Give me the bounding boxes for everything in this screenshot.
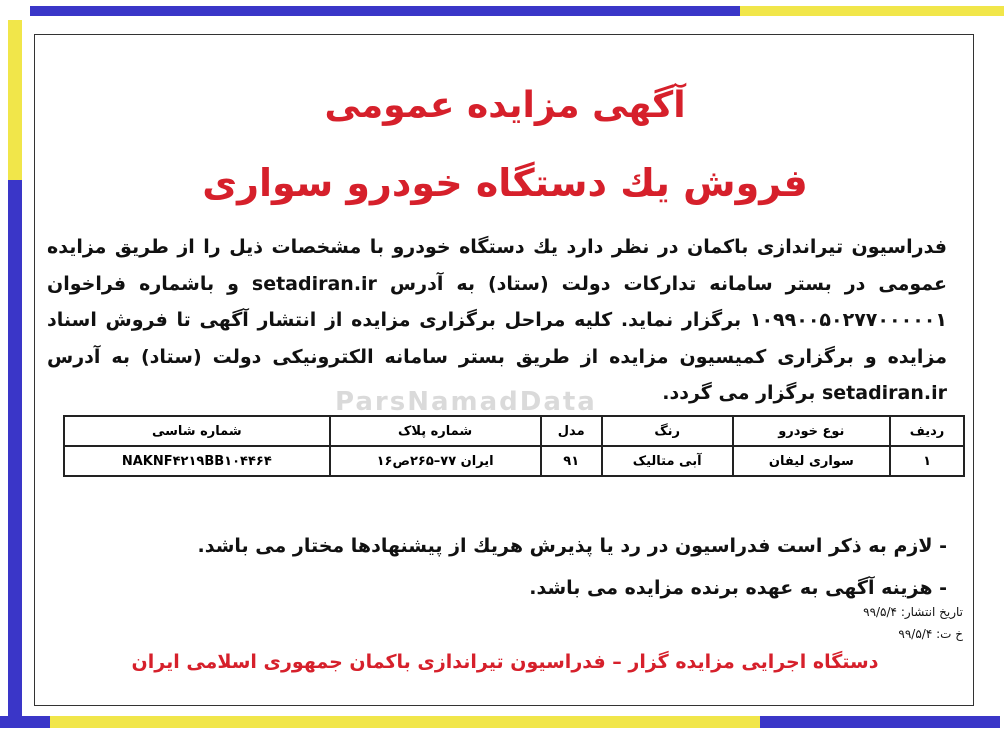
ad-panel [34,34,974,706]
border-bottom-blue-right [760,716,1000,728]
border-bottom-yellow [50,716,760,728]
note-rejection-right: - لازم به ذکر است فدراسیون در رد یا پذیرش هریك از پیشنهادها مختار می باشد. [197,535,947,557]
table-row [64,446,964,476]
cell-chassis: NAKNF۴۲۱۹BB۱۰۴۴۶۴ [64,446,330,476]
cell-model: ۹۱ [541,446,602,476]
note-ad-cost: - هزینه آگهی به عهده برنده مزایده می باشد. [529,577,947,599]
border-left-yellow [8,20,22,180]
header-vehicle-type: نوع خودرو [733,416,890,446]
cell-plate: ایران ۷۷–۲۶۵ص۱۶ [330,446,541,476]
publish-date: تاریخ انتشار: ۹۹/۵/۴ [863,605,963,619]
table-header-row [64,416,964,446]
border-bottom-blue [0,716,50,728]
header-chassis: شماره شاسی [64,416,330,446]
header-row-no: ردیف [890,416,964,446]
cell-color: آبی متالیک [602,446,733,476]
footer-organizer: دستگاه اجرایی مزایده گزار – فدراسیون تیراندازی باکمان جمهوری اسلامی ایران [131,651,879,673]
cell-row-no: ۱ [890,446,964,476]
title-sub: فروش یك دستگاه خودرو سواری [202,161,808,205]
header-model: مدل [541,416,602,446]
cell-vehicle-type: سواری لیفان [733,446,890,476]
border-top-yellow [740,6,1004,16]
vehicle-table [63,415,965,477]
body-paragraph: فدراسیون تیراندازی باکمان در نظر دارد یك دستگاه خودرو با مشخصات ذیل را از طریق مزایده عمومی در بستر سامانه تدارکات دولت (ستاد) به آدرس setadiran.ir و باشماره فراخوان ۱۰۹۹۰۰۵۰۲۷۷۰۰۰۰۰۱ برگزار نماید. کلیه مراحل برگزاری مزایده از انتشار آگهی تا فروش اسناد مزایده و برگزاری کمیسیون مزایده از طریق بستر سامانه الکترونیکی دولت (ستاد) به آدرس setadiran.ir برگزار می گردد. [47,236,947,404]
header-color: رنگ [602,416,733,446]
watermark-text: ParsNamadData [335,387,597,417]
header-plate: شماره پلاک [330,416,541,446]
kh-date: خ ت: ۹۹/۵/۴ [898,627,963,641]
title-main: آگهی مزایده عمومی [324,85,686,126]
